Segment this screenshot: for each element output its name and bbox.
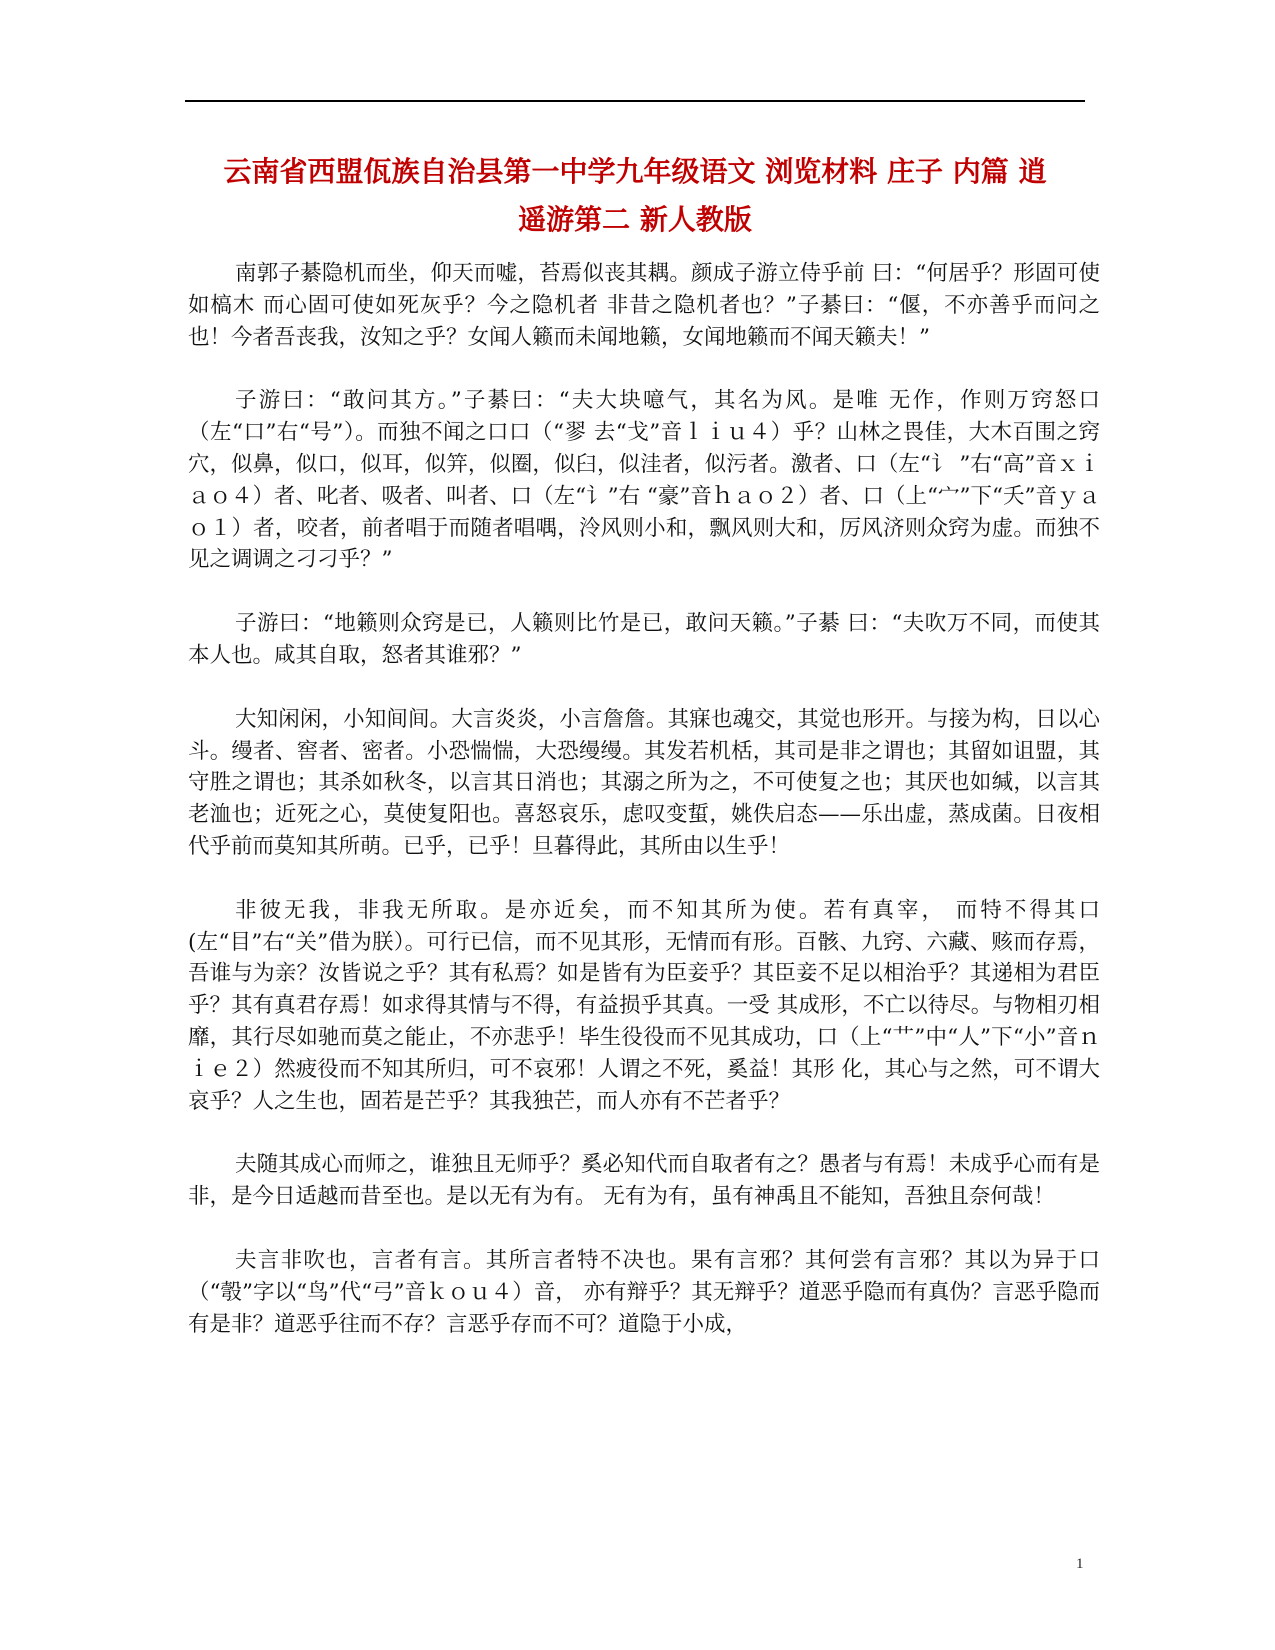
paragraph: 夫随其成心而师之，谁独且无师乎？奚必知代而自取者有之？愚者与有焉！未成乎心而有是非，是今日适越而昔至也。是以无有为有。 无有为有，虽有神禹且不能知，吾独且奈何哉！ bbox=[188, 1152, 1100, 1210]
header-rule bbox=[185, 100, 1085, 102]
document-title bbox=[170, 148, 1100, 244]
paragraph: 大知闲闲，小知间间。大言炎炎，小言詹詹。其寐也魂交，其觉也形开。与接为构，日以心斗。缦者、窖者、密者。小恐惴惴，大恐缦缦。其发若机栝，其司是非之谓也；其留如诅盟，其守胜之谓也；其杀如秋冬，以言其日消也；其溺之所为之，不可使复之也；其厌也如缄，以言其老洫也；近死之心，莫使复阳也。喜怒哀乐，虑叹变蜇，姚佚启态——乐出虚，蒸成菌。日夜相代乎前而莫知其所萌。已乎，已乎！旦暮得此，其所由以生乎！ bbox=[188, 706, 1100, 859]
paragraph: 子游曰：“敢问其方。”子綦曰：“夫大块噫气，其名为风。是唯 无作，作则万窍怒口（左“口”右“号”）。而独不闻之口口（“翏 去“戈”音ｌｉｕ４）乎？山林之畏佳，大木百围之窍穴，似鼻，似口，似耳，似笄，似圈，似臼，似洼者，似污者。激者、口（左“讠 ”右“高”音ｘｉａｏ４）者、叱者、吸者、叫者、口（左“讠”右 “豪”音ｈａｏ２）者、口（上“宀”下“夭”音ｙａｏ１）者，咬者，前者唱于而随者唱喁，泠风则小和，飘风则大和，厉风济则众窍为虚。而独不见之调调之刁刁乎？” bbox=[188, 388, 1100, 573]
paragraph: 子游曰：“地籁则众窍是已，人籁则比竹是已，敢问天籁。”子綦 曰：“夫吹万不同，而使其本人也。咸其自取，怒者其谁邪？” bbox=[188, 611, 1100, 668]
paragraph: 夫言非吹也，言者有言。其所言者特不决也。果有言邪？其何尝有言邪？其以为异于口（“彀”字以“鸟”代“弓”音ｋｏｕ４）音， 亦有辩乎？其无辩乎？道恶乎隐而有真伪？言恶乎隐而有是非？道恶乎往而不存？言恶乎存而不可？道隐于小成， bbox=[188, 1247, 1100, 1337]
paragraph: 南郭子綦隐机而坐，仰天而嘘，苔焉似丧其耦。颜成子游立侍乎前 曰：“何居乎？形固可使如槁木 而心固可使如死灰乎？今之隐机者 非昔之隐机者也？”子綦曰：“偃，不亦善乎而问之也！今者吾丧我，汝知之乎？女闻人籁而未闻地籁，女闻地籁而不闻天籁夫！” bbox=[188, 261, 1100, 350]
title-line-2: 遥游第二 新人教版 bbox=[518, 203, 752, 236]
page-number: 1 bbox=[1076, 1556, 1084, 1572]
title-line-1: 云南省西盟佤族自治县第一中学九年级语文 浏览材料 庄子 内篇 逍 bbox=[223, 155, 1047, 188]
paragraph: 非彼无我，非我无所取。是亦近矣，而不知其所为使。若有真宰， 而特不得其口(左“目”右“关”借为朕）。可行已信，而不见其形，无情而有形。百骸、九窍、六藏、赅而存焉，吾谁与为亲？汝皆说之乎？其有私焉？如是皆有为臣妾乎？其臣妾不足以相治乎？其递相为君臣乎？其有真君存焉！如求得其情与不得，有益损乎其真。一受 其成形，不亡以待尽。与物相刃相靡，其行尽如驰而莫之能止，不亦悲乎！毕生役役而不见其成功，口（上“艹”中“人”下“小”音ｎｉｅ２）然疲役而不知其所归，可不哀邪！人谓之不死，奚益！其形 化，其心与之然，可不谓大哀乎？人之生也，固若是芒乎？其我独芒，而人亦有不芒者乎？ bbox=[188, 897, 1100, 1114]
document-body bbox=[188, 258, 1100, 1372]
